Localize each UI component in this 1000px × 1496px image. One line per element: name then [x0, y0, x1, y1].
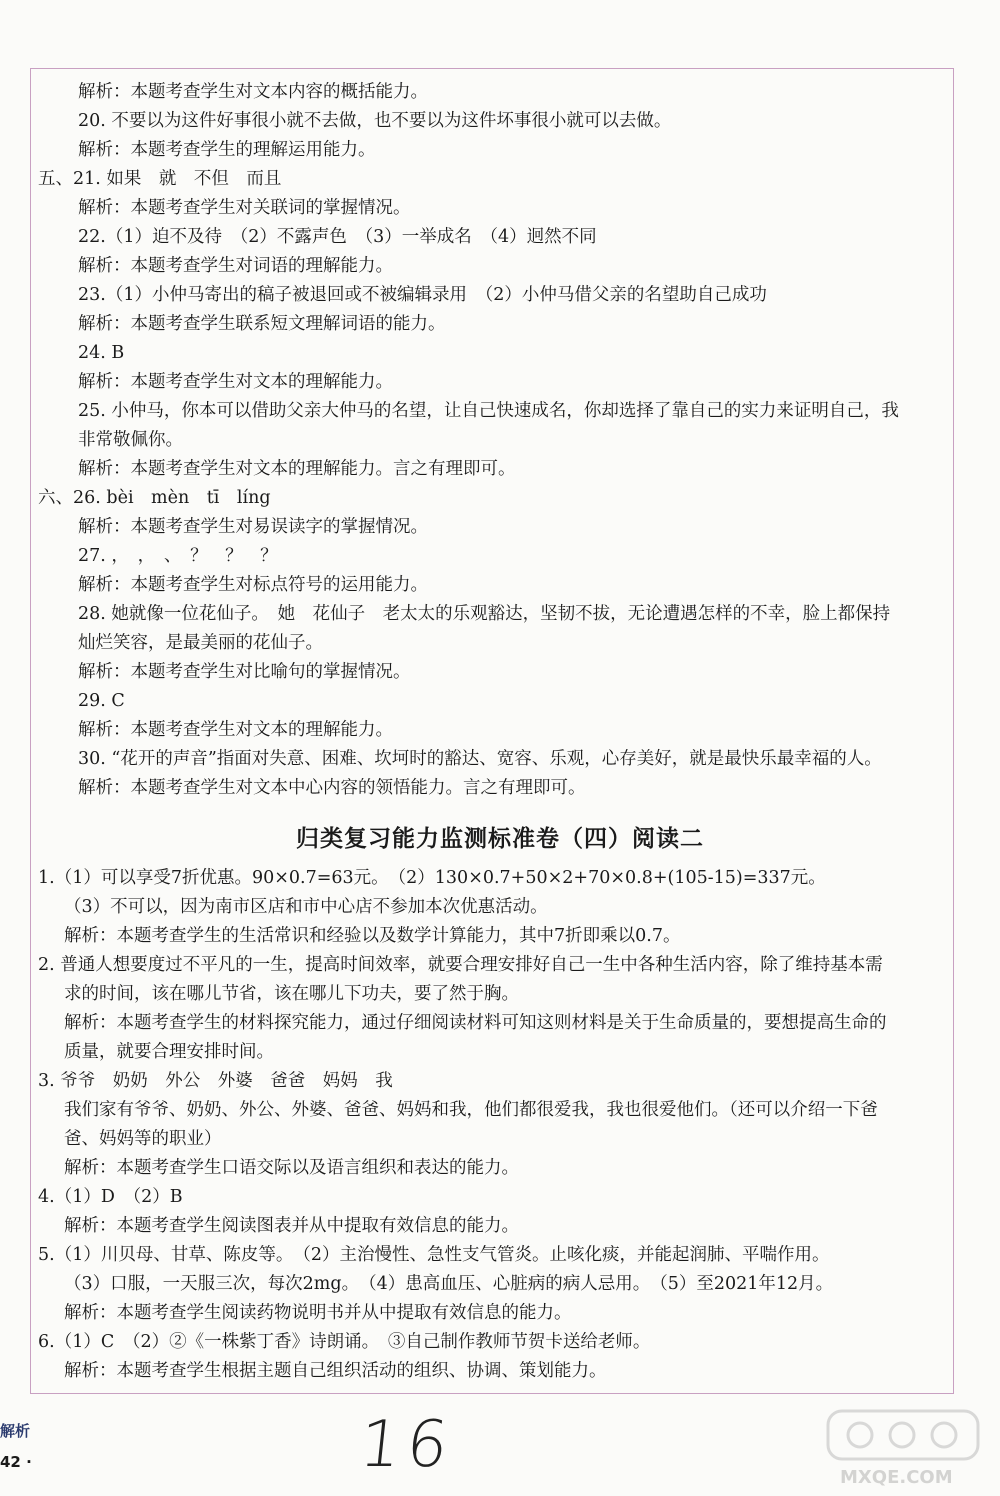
- answer-line: 6.（1）C （2）②《一株紫丁香》诗朗诵。 ③自己制作教师节贺卡送给老师。: [38, 1332, 651, 1352]
- answer-line: 29. C: [78, 691, 125, 711]
- answer-line: 解析：本题考查学生的生活常识和经验以及数学计算能力，其中7折即乘以0.7。: [64, 926, 681, 946]
- footer-label: 解析: [0, 1422, 31, 1440]
- answer-line: 22.（1）迫不及待 （2）不露声色 （3）一举成名 （4）迥然不同: [78, 227, 597, 247]
- answer-line: 五、21. 如果 就 不但 而且: [38, 169, 282, 189]
- answer-line: （3）不可以，因为南市区店和市中心店不参加本次优惠活动。: [64, 897, 548, 917]
- answer-line: 24. B: [78, 343, 125, 363]
- answer-line: 解析：本题考查学生的理解运用能力。: [78, 140, 376, 160]
- answer-line: 解析：本题考查学生对标点符号的运用能力。: [78, 575, 428, 595]
- answer-line: 解析：本题考查学生对文本的理解能力。言之有理即可。: [78, 459, 516, 479]
- section-title: 归类复习能力监测标准卷（四）阅读二: [296, 826, 704, 852]
- page-number: 42 ·: [0, 1453, 32, 1471]
- watermark-logo: [820, 1405, 990, 1490]
- answer-line: 非常敬佩你。: [78, 430, 183, 450]
- answer-line: 1.（1）可以享受7折优惠。90×0.7=63元。 （2）130×0.7+50×2+70×0.8+(105-15)=337元。: [38, 868, 826, 888]
- answer-line: 解析：本题考查学生对比喻句的掌握情况。: [78, 662, 411, 682]
- answer-line: 5.（1）川贝母、甘草、陈皮等。 （2）主治慢性、急性支气管炎。止咳化痰，并能起润肺、平喘作用。: [38, 1245, 830, 1265]
- answer-line: 解析：本题考查学生根据主题自己组织活动的组织、协调、策划能力。: [64, 1361, 607, 1381]
- answer-line: 求的时间，该在哪儿节省，该在哪儿下功夫，要了然于胸。: [64, 984, 519, 1004]
- handwritten-page-number: 16: [356, 1408, 458, 1482]
- watermark-text: MXQE.COM: [840, 1467, 953, 1488]
- answer-line: 解析：本题考查学生的材料探究能力，通过仔细阅读材料可知这则材料是关于生命质量的，要想提高生命的: [64, 1013, 887, 1033]
- answer-line: 30. “花开的声音”指面对失意、困难、坎坷时的豁达、宽容、乐观，心存美好，就是最快乐最幸福的人。: [78, 749, 882, 769]
- answer-line: 解析：本题考查学生对文本内容的概括能力。: [78, 82, 428, 102]
- answer-line: （3）口服，一天服三次，每次2mg。 （4）患高血压、心脏病的病人忌用。 （5）至2021年12月。: [64, 1274, 834, 1294]
- answer-line: 质量，就要合理安排时间。: [64, 1042, 274, 1062]
- answer-line: 28. 她就像一位花仙子。 她 花仙子 老太太的乐观豁达，坚韧不拔，无论遭遇怎样的不幸，脸上都保持: [78, 604, 891, 624]
- answer-line: 2. 普通人想要度过不平凡的一生，提高时间效率，就要合理安排好自己一生中各种生活内容，除了维持基本需: [38, 955, 883, 975]
- answer-line: 解析：本题考查学生口语交际以及语言组织和表达的能力。: [64, 1158, 519, 1178]
- answer-line: 灿烂笑容，是最美丽的花仙子。: [78, 633, 323, 653]
- answer-line: 解析：本题考查学生联系短文理解词语的能力。: [78, 314, 446, 334]
- answer-line: 解析：本题考查学生对文本的理解能力。: [78, 720, 393, 740]
- answer-line: 六、26. bèi mèn tī líng: [38, 488, 271, 508]
- answer-line: 解析：本题考查学生阅读图表并从中提取有效信息的能力。: [64, 1216, 519, 1236]
- answer-line: 23.（1）小仲马寄出的稿子被退回或不被编辑录用 （2）小仲马借父亲的名望助自己成功: [78, 285, 767, 305]
- answer-line: 解析：本题考查学生对词语的理解能力。: [78, 256, 393, 276]
- answer-line: 解析：本题考查学生对文本的理解能力。: [78, 372, 393, 392]
- answer-line: 爸、妈妈等的职业）: [64, 1129, 222, 1149]
- answer-line: 解析：本题考查学生阅读药物说明书并从中提取有效信息的能力。: [64, 1303, 572, 1323]
- answer-line: 解析：本题考查学生对文本中心内容的领悟能力。言之有理即可。: [78, 778, 586, 798]
- answer-line: 4.（1）D （2）B: [38, 1187, 183, 1207]
- answer-line: 我们家有爷爷、奶奶、外公、外婆、爸爸、妈妈和我，他们都很爱我，我也很爱他们。（还可以介绍一下爸: [64, 1100, 878, 1120]
- answer-line: 27. ， ， 、 ？ ？ ？: [78, 546, 278, 566]
- answer-line: 20. 不要以为这件好事很小就不去做，也不要以为这件坏事很小就可以去做。: [78, 111, 672, 131]
- answer-line: 解析：本题考查学生对易误读字的掌握情况。: [78, 517, 428, 537]
- answer-line: 解析：本题考查学生对关联词的掌握情况。: [78, 198, 411, 218]
- answer-line: 25. 小仲马，你本可以借助父亲大仲马的名望，让自己快速成名，你却选择了靠自己的实力来证明自己，我: [78, 401, 899, 421]
- answer-line: 3. 爷爷 奶奶 外公 外婆 爸爸 妈妈 我: [38, 1071, 393, 1091]
